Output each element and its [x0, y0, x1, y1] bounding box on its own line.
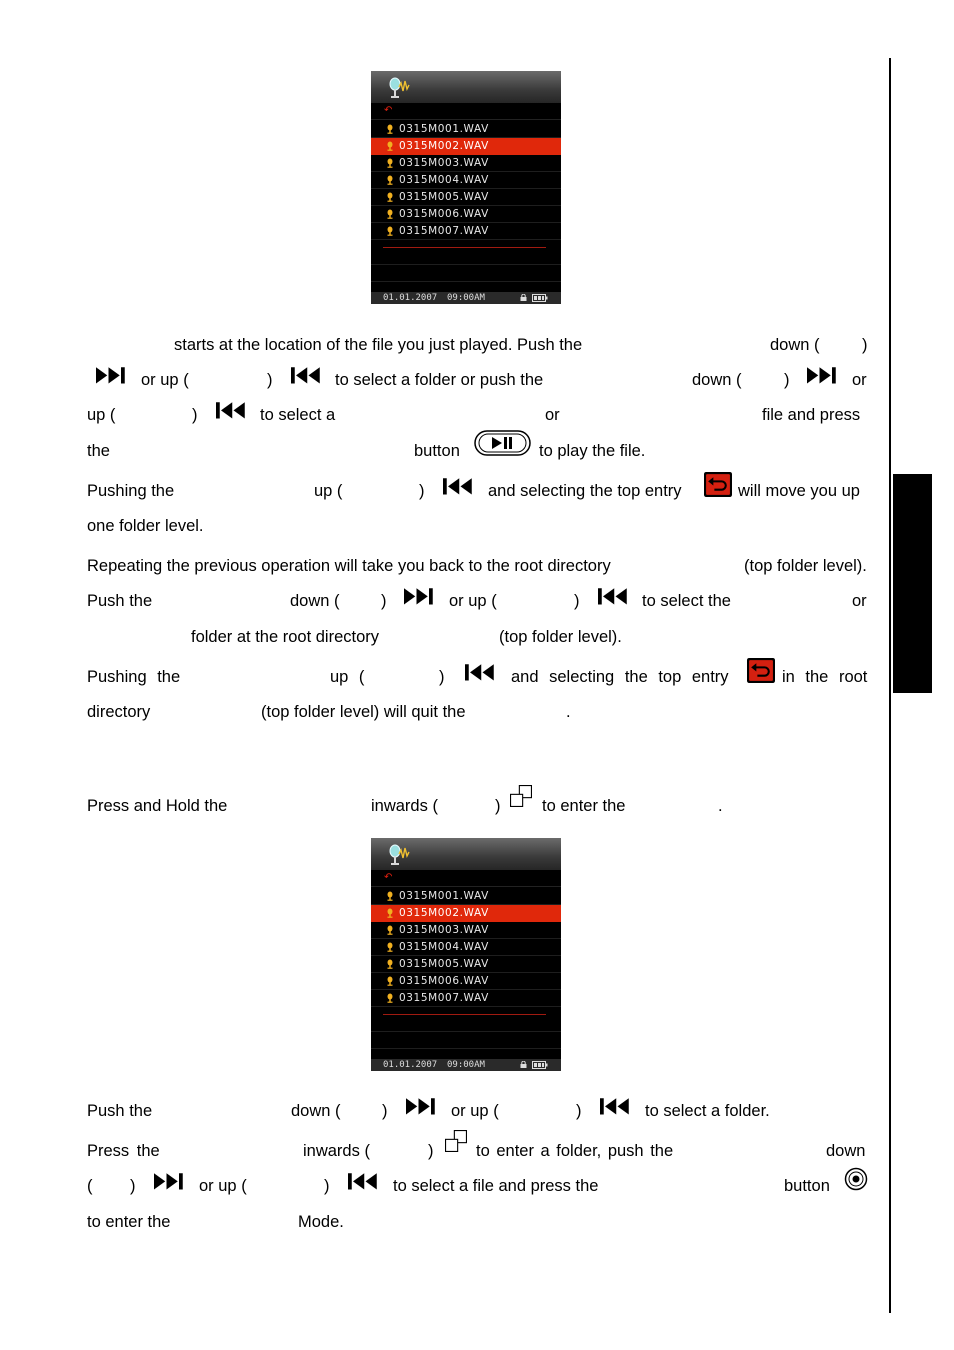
file-list-item[interactable]: [371, 189, 561, 206]
body-text: ): [130, 1177, 136, 1195]
file-name: 0315M004.WAV: [399, 941, 489, 953]
file-list-item[interactable]: [371, 990, 561, 1007]
file-name: 0315M007.WAV: [399, 992, 489, 1004]
body-text: to select a file and press the: [393, 1177, 599, 1195]
body-text: Press and Hold the: [87, 797, 228, 815]
body-text: ): [574, 592, 580, 610]
body-text: ): [267, 371, 273, 389]
body-text: and selecting the top entry: [488, 482, 682, 500]
body-text: directory: [87, 703, 151, 721]
lock-icon: [520, 1061, 527, 1068]
file-list-item[interactable]: [371, 138, 561, 155]
body-text: or up (: [141, 371, 189, 389]
body-text: to select a: [260, 406, 336, 424]
back-entry-icon: [747, 658, 775, 683]
previous-track-icon: [460, 663, 500, 683]
voice-file-icon: [386, 908, 394, 918]
voice-file-icon: [386, 209, 394, 219]
screen-header: [371, 71, 561, 103]
body-text: or: [545, 406, 560, 424]
inward-push-icon: [510, 785, 532, 807]
inward-push-icon: [445, 1130, 467, 1152]
body-text: starts at the location of the file you just played. Push the: [174, 336, 583, 354]
body-text: to select a folder or push the: [335, 371, 544, 389]
play-pause-button-icon: [474, 430, 531, 456]
body-text: or: [852, 371, 867, 389]
device-screen-2: [371, 838, 561, 1071]
body-text: or up (: [199, 1177, 247, 1195]
file-list-item[interactable]: [371, 121, 561, 138]
previous-track-icon: [595, 1097, 635, 1117]
body-text: ): [495, 797, 501, 815]
side-tab: [893, 474, 932, 693]
body-text: Repeating the previous operation will take you back to the root directory: [87, 557, 611, 575]
file-list-item[interactable]: [371, 172, 561, 189]
body-text: up (: [330, 668, 365, 686]
body-text: ): [784, 371, 790, 389]
file-list-item[interactable]: [371, 905, 561, 922]
voice-file-icon: [386, 959, 394, 969]
body-text: or up (: [451, 1102, 499, 1120]
voice-file-icon: [386, 942, 394, 952]
body-text: ): [192, 406, 198, 424]
back-entry-icon: [704, 472, 732, 497]
body-text: down (: [770, 336, 820, 354]
status-bar: [371, 1059, 561, 1071]
next-track-icon: [149, 1172, 189, 1192]
file-list-item[interactable]: [371, 155, 561, 172]
voice-file-icon: [386, 891, 394, 901]
progress-line: [383, 247, 546, 248]
device-screen-1: [371, 71, 561, 304]
file-list-item[interactable]: [371, 973, 561, 990]
battery-icon: [532, 1061, 548, 1069]
empty-row-divider: [371, 1048, 561, 1049]
body-text: the: [87, 442, 110, 460]
body-text: Pushing the: [87, 668, 181, 686]
status-date: 01.01.2007: [383, 1060, 438, 1070]
previous-track-icon: [438, 477, 478, 497]
file-name: 0315M005.WAV: [399, 958, 489, 970]
body-text: (: [87, 1177, 93, 1195]
voice-file-icon: [386, 993, 394, 1003]
body-text: one folder level.: [87, 517, 204, 535]
next-track-icon: [401, 1097, 441, 1117]
body-text: down (: [291, 1102, 341, 1120]
empty-row-divider: [371, 1031, 561, 1032]
body-text: up (: [87, 406, 116, 424]
file-name: 0315M006.WAV: [399, 975, 489, 987]
body-text: ): [381, 592, 387, 610]
voice-microphone-icon: [386, 842, 412, 868]
file-list-item[interactable]: [371, 939, 561, 956]
file-name: 0315M001.WAV: [399, 123, 489, 135]
body-text: or: [852, 592, 867, 610]
status-time: 09:00AM: [447, 293, 485, 303]
next-track-icon: [399, 587, 439, 607]
file-name: 0315M005.WAV: [399, 191, 489, 203]
body-text: Mode.: [298, 1213, 344, 1231]
body-text: down (: [692, 371, 742, 389]
body-text: inwards (: [371, 797, 438, 815]
previous-track-icon: [593, 587, 633, 607]
body-text: .: [718, 797, 723, 815]
status-bar: [371, 292, 561, 304]
body-text: to enter a folder, push the: [476, 1142, 674, 1160]
status-time: 09:00AM: [447, 1060, 485, 1070]
voice-file-icon: [386, 192, 394, 202]
body-text: and selecting the top entry: [511, 668, 729, 686]
body-text: to enter the: [542, 797, 626, 815]
progress-line: [383, 1014, 546, 1015]
next-track-icon: [91, 366, 131, 386]
voice-file-icon: [386, 141, 394, 151]
previous-track-icon: [343, 1172, 383, 1192]
back-entry[interactable]: [371, 871, 561, 887]
body-text: ): [419, 482, 425, 500]
body-text: will move you up: [738, 482, 860, 500]
file-list-item[interactable]: [371, 888, 561, 905]
body-text: to select the: [642, 592, 731, 610]
file-name: 0315M007.WAV: [399, 225, 489, 237]
body-text: .: [566, 703, 571, 721]
screen-header: [371, 838, 561, 870]
center-select-button-icon: [844, 1167, 868, 1191]
body-text: (top folder level).: [499, 628, 622, 646]
file-name: 0315M002.WAV: [399, 907, 489, 919]
body-text: Press the: [87, 1142, 160, 1160]
voice-file-icon: [386, 925, 394, 935]
file-name: 0315M004.WAV: [399, 174, 489, 186]
previous-track-icon: [286, 366, 326, 386]
body-text: button: [414, 442, 460, 460]
back-arrow-icon: ↶: [384, 105, 393, 116]
body-text: to select a folder.: [645, 1102, 770, 1120]
body-text: down: [826, 1142, 866, 1160]
body-text: Push the: [87, 1102, 153, 1120]
body-text: to play the file.: [539, 442, 646, 460]
body-text: down (: [290, 592, 340, 610]
body-text: ): [576, 1102, 582, 1120]
empty-row-divider: [371, 264, 561, 265]
body-text: in the root: [782, 668, 868, 686]
body-text: inwards (: [303, 1142, 370, 1160]
body-text: ): [428, 1142, 434, 1160]
file-name: 0315M003.WAV: [399, 157, 489, 169]
body-text: to enter the: [87, 1213, 171, 1231]
voice-file-icon: [386, 226, 394, 236]
body-text: ): [439, 668, 445, 686]
next-track-icon: [802, 366, 842, 386]
voice-file-icon: [386, 976, 394, 986]
file-list-item[interactable]: [371, 922, 561, 939]
file-list-item[interactable]: [371, 206, 561, 223]
previous-track-icon: [211, 401, 251, 421]
lock-icon: [520, 294, 527, 301]
voice-microphone-icon: [386, 75, 412, 101]
body-text: up (: [314, 482, 343, 500]
back-entry[interactable]: [371, 104, 561, 120]
body-text: folder at the root directory: [191, 628, 380, 646]
battery-icon: [532, 294, 548, 302]
voice-file-icon: [386, 158, 394, 168]
body-text: (top folder level).: [744, 557, 867, 575]
voice-file-icon: [386, 124, 394, 134]
body-text: (top folder level) will quit the: [261, 703, 466, 721]
file-name: 0315M002.WAV: [399, 140, 489, 152]
file-list-item[interactable]: [371, 223, 561, 240]
body-text: Push the: [87, 592, 153, 610]
body-text: ): [862, 336, 868, 354]
file-name: 0315M006.WAV: [399, 208, 489, 220]
file-name: 0315M003.WAV: [399, 924, 489, 936]
body-text: or up (: [449, 592, 497, 610]
body-text: ): [382, 1102, 388, 1120]
margin-rule: [889, 58, 891, 1313]
file-name: 0315M001.WAV: [399, 890, 489, 902]
voice-file-icon: [386, 175, 394, 185]
body-text: file and press: [762, 406, 861, 424]
file-list-item[interactable]: [371, 956, 561, 973]
body-text: button: [784, 1177, 830, 1195]
status-date: 01.01.2007: [383, 293, 438, 303]
empty-row-divider: [371, 281, 561, 282]
body-text: Pushing the: [87, 482, 175, 500]
back-arrow-icon: ↶: [384, 872, 393, 883]
body-text: ): [324, 1177, 330, 1195]
